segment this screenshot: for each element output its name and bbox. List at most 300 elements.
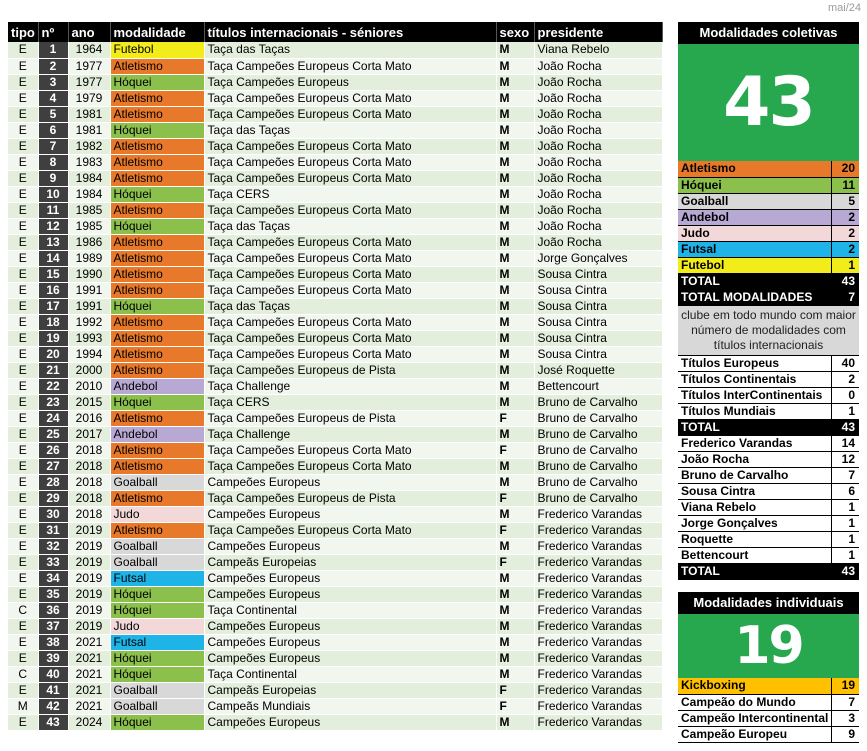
year-cell: 1991 (68, 298, 110, 314)
presidente-cell: João Rocha (534, 170, 662, 186)
modalidade-cell: Atletismo (110, 154, 204, 170)
tipo-cell: E (8, 106, 38, 122)
header-modalidade[interactable]: modalidade (110, 22, 204, 42)
sexo-cell: M (496, 250, 534, 266)
table-row[interactable] (8, 714, 662, 730)
year-cell: 1984 (68, 186, 110, 202)
table-body (8, 42, 662, 730)
tipo-cell: E (8, 474, 38, 490)
year-cell: 2019 (68, 602, 110, 618)
total-row-value: 43 (831, 273, 859, 289)
modalidade-cell: Atletismo (110, 458, 204, 474)
header-tipo[interactable]: tipo (8, 22, 38, 42)
sexo-cell: M (496, 330, 534, 346)
sexo-cell: M (496, 602, 534, 618)
number-cell: 20 (38, 346, 68, 362)
modalidade-summary-row-value: 20 (831, 161, 859, 177)
year-cell: 1983 (68, 154, 110, 170)
modalidade-cell: Atletismo (110, 490, 204, 506)
sexo-cell: M (496, 426, 534, 442)
title-type-row-label: Títulos InterContinentais (678, 387, 831, 403)
titulo-cell: Taça Campeões Europeus Corta Mato (204, 522, 496, 538)
tipo-cell: E (8, 538, 38, 554)
tipo-cell: E (8, 42, 38, 58)
president-row (678, 435, 859, 451)
presidente-cell: João Rocha (534, 106, 662, 122)
presidente-cell: João Rocha (534, 234, 662, 250)
table-row[interactable] (8, 554, 662, 570)
table-row[interactable] (8, 122, 662, 138)
president-row-label: Jorge Gonçalves (678, 515, 831, 531)
sexo-cell: M (496, 570, 534, 586)
year-cell: 1979 (68, 90, 110, 106)
titulo-cell: Taça CERS (204, 186, 496, 202)
tipo-cell: E (8, 714, 38, 730)
table-row[interactable] (8, 490, 662, 506)
sexo-cell: M (496, 634, 534, 650)
number-cell: 38 (38, 634, 68, 650)
table-row[interactable] (8, 42, 662, 58)
total-modalidades-row-label: TOTAL MODALIDADES (678, 289, 831, 305)
title-type-row-value: 40 (831, 355, 859, 371)
titulo-cell: Taça das Taças (204, 122, 496, 138)
table-row[interactable] (8, 426, 662, 442)
president-row-value: 7 (831, 467, 859, 483)
tipo-cell: E (8, 634, 38, 650)
number-cell: 24 (38, 410, 68, 426)
year-cell: 2018 (68, 442, 110, 458)
individuais-big-number: 19 (678, 614, 859, 678)
year-cell: 2021 (68, 634, 110, 650)
header-sexo[interactable]: sexo (496, 22, 534, 42)
table-row[interactable] (8, 106, 662, 122)
year-cell: 2018 (68, 474, 110, 490)
presidente-cell: João Rocha (534, 74, 662, 90)
presidente-cell: João Rocha (534, 186, 662, 202)
titulo-cell: Taça Challenge (204, 378, 496, 394)
titulo-cell: Taça Campeões Europeus de Pista (204, 410, 496, 426)
titulo-cell: Taça Challenge (204, 426, 496, 442)
title-type-row (678, 355, 859, 371)
modalidade-summary-row (678, 225, 859, 241)
year-cell: 1977 (68, 58, 110, 74)
number-cell: 8 (38, 154, 68, 170)
number-cell: 29 (38, 490, 68, 506)
titulo-cell: Taça Campeões Europeus Corta Mato (204, 282, 496, 298)
modalidade-summary-row-label: Judo (678, 225, 831, 241)
presidente-cell: Bettencourt (534, 378, 662, 394)
titulo-cell: Taça Campeões Europeus Corta Mato (204, 170, 496, 186)
number-cell: 30 (38, 506, 68, 522)
tipo-cell: E (8, 330, 38, 346)
presidente-cell: Frederico Varandas (534, 538, 662, 554)
number-cell: 32 (38, 538, 68, 554)
number-cell: 10 (38, 186, 68, 202)
table-row[interactable] (8, 682, 662, 698)
titulo-cell: Campeões Europeus (204, 586, 496, 602)
table-row[interactable] (8, 650, 662, 666)
sexo-cell: M (496, 186, 534, 202)
header-n[interactable]: nº (38, 22, 68, 42)
tipo-cell: E (8, 138, 38, 154)
modalidade-cell: Atletismo (110, 138, 204, 154)
number-cell: 39 (38, 650, 68, 666)
year-cell: 2024 (68, 714, 110, 730)
sexo-cell: F (496, 682, 534, 698)
modalidade-cell: Atletismo (110, 330, 204, 346)
number-cell: 22 (38, 378, 68, 394)
tipo-cell: E (8, 522, 38, 538)
table-row[interactable] (8, 618, 662, 634)
table-row[interactable] (8, 378, 662, 394)
modalidade-cell: Hóquei (110, 74, 204, 90)
year-cell: 2019 (68, 570, 110, 586)
titulo-cell: Taça Campeões Europeus Corta Mato (204, 330, 496, 346)
year-cell: 1994 (68, 346, 110, 362)
table-row[interactable] (8, 346, 662, 362)
modalidade-cell: Atletismo (110, 282, 204, 298)
table-row[interactable] (8, 458, 662, 474)
number-cell: 41 (38, 682, 68, 698)
number-cell: 9 (38, 170, 68, 186)
sexo-cell: M (496, 90, 534, 106)
table-row[interactable] (8, 74, 662, 90)
table-row[interactable] (8, 154, 662, 170)
presidente-cell: Bruno de Carvalho (534, 394, 662, 410)
titulo-cell: Taça Continental (204, 666, 496, 682)
titulo-cell: Campeões Europeus (204, 506, 496, 522)
table-row[interactable] (8, 170, 662, 186)
year-cell: 1964 (68, 42, 110, 58)
sexo-cell: M (496, 346, 534, 362)
presidente-cell: José Roquette (534, 362, 662, 378)
modalidade-summary-row-value: 5 (831, 193, 859, 209)
modalidade-cell: Hóquei (110, 186, 204, 202)
titulo-cell: Taça das Taças (204, 298, 496, 314)
tipo-cell: E (8, 442, 38, 458)
year-cell: 1990 (68, 266, 110, 282)
modalidade-cell: Goalball (110, 538, 204, 554)
sexo-cell: M (496, 586, 534, 602)
number-cell: 25 (38, 426, 68, 442)
sexo-cell: F (496, 554, 534, 570)
sexo-cell: M (496, 506, 534, 522)
president-row (678, 483, 859, 499)
table-row[interactable] (8, 298, 662, 314)
table-row[interactable] (8, 698, 662, 714)
title-type-row-value: 1 (831, 403, 859, 419)
president-row-label: Sousa Cintra (678, 483, 831, 499)
modalidade-summary-row (678, 193, 859, 209)
presidente-cell: Frederico Varandas (534, 618, 662, 634)
table-row[interactable] (8, 218, 662, 234)
modalidade-cell: Hóquei (110, 122, 204, 138)
modalidade-cell: Futsal (110, 570, 204, 586)
table-header-row (8, 22, 662, 42)
year-cell: 2021 (68, 650, 110, 666)
president-row-label: Roquette (678, 531, 831, 547)
titulo-cell: Campeãs Europeias (204, 554, 496, 570)
modalidade-cell: Atletismo (110, 314, 204, 330)
table-row[interactable] (8, 266, 662, 282)
individual-title-row-value: 3 (831, 710, 859, 726)
number-cell: 28 (38, 474, 68, 490)
year-cell: 2018 (68, 490, 110, 506)
title-type-row (678, 371, 859, 387)
titulo-cell: Taça Campeões Europeus Corta Mato (204, 442, 496, 458)
presidente-cell: Sousa Cintra (534, 330, 662, 346)
presidente-cell: João Rocha (534, 122, 662, 138)
tipo-cell: E (8, 186, 38, 202)
titulo-cell: Campeãs Mundiais (204, 698, 496, 714)
tipo-cell: E (8, 346, 38, 362)
titulo-cell: Taça Campeões Europeus Corta Mato (204, 106, 496, 122)
table-row[interactable] (8, 138, 662, 154)
sexo-cell: M (496, 122, 534, 138)
president-row (678, 515, 859, 531)
individual-title-row (678, 726, 859, 742)
number-cell: 5 (38, 106, 68, 122)
note-row (678, 305, 859, 355)
presidente-cell: Frederico Varandas (534, 698, 662, 714)
total-row-label: TOTAL (678, 273, 831, 289)
number-cell: 43 (38, 714, 68, 730)
modalidade-cell: Goalball (110, 698, 204, 714)
titulo-cell: Taça Campeões Europeus Corta Mato (204, 314, 496, 330)
sexo-cell: M (496, 618, 534, 634)
modalidade-cell: Judo (110, 506, 204, 522)
titulo-cell: Campeões Europeus (204, 538, 496, 554)
number-cell: 27 (38, 458, 68, 474)
titulo-cell: Taça Campeões Europeus Corta Mato (204, 138, 496, 154)
modalidade-cell: Atletismo (110, 202, 204, 218)
modalidade-cell: Atletismo (110, 410, 204, 426)
tipo-cell: E (8, 202, 38, 218)
year-cell: 2021 (68, 698, 110, 714)
modalidade-cell: Atletismo (110, 442, 204, 458)
table-row[interactable] (8, 90, 662, 106)
sexo-cell: M (496, 650, 534, 666)
modalidade-cell: Goalball (110, 554, 204, 570)
table-row[interactable] (8, 314, 662, 330)
number-cell: 37 (38, 618, 68, 634)
president-row-value: 12 (831, 451, 859, 467)
modalidade-summary-row (678, 161, 859, 177)
individual-title-row-value: 9 (831, 726, 859, 742)
titulo-cell: Taça Campeões Europeus Corta Mato (204, 458, 496, 474)
table-row[interactable] (8, 58, 662, 74)
number-cell: 18 (38, 314, 68, 330)
club-note: clube em todo mundo com maior número de modalidades com títulos internacionais (678, 305, 859, 355)
modalidade-cell: Futsal (110, 634, 204, 650)
date-stamp: mai/24 (827, 2, 861, 14)
year-cell: 1981 (68, 106, 110, 122)
sexo-cell: F (496, 490, 534, 506)
modalidade-cell: Atletismo (110, 362, 204, 378)
table-row[interactable] (8, 282, 662, 298)
tipo-cell: E (8, 394, 38, 410)
president-row (678, 547, 859, 563)
modalidade-cell: Hóquei (110, 714, 204, 730)
presidente-cell: Frederico Varandas (534, 586, 662, 602)
table-row[interactable] (8, 442, 662, 458)
president-row-label: Bettencourt (678, 547, 831, 563)
modalidade-cell: Hóquei (110, 602, 204, 618)
modalidade-summary-row-value: 2 (831, 209, 859, 225)
modalidade-cell: Hóquei (110, 394, 204, 410)
table-row[interactable] (8, 634, 662, 650)
header-titulos[interactable]: títulos internacionais - séniores (204, 22, 496, 42)
titulo-cell: Taça Campeões Europeus Corta Mato (204, 154, 496, 170)
presidente-cell: Frederico Varandas (534, 682, 662, 698)
presidents-total-row-value: 43 (831, 563, 859, 579)
modalidade-summary-row (678, 257, 859, 273)
table-row[interactable] (8, 234, 662, 250)
table-row[interactable] (8, 394, 662, 410)
titles-total-row (678, 419, 859, 435)
sexo-cell: M (496, 362, 534, 378)
number-cell: 35 (38, 586, 68, 602)
modalidade-summary-row (678, 177, 859, 193)
tipo-cell: E (8, 234, 38, 250)
tipo-cell: E (8, 586, 38, 602)
table-row[interactable] (8, 506, 662, 522)
president-row-label: Viana Rebelo (678, 499, 831, 515)
sexo-cell: M (496, 714, 534, 730)
table-row[interactable] (8, 586, 662, 602)
sexo-cell: M (496, 282, 534, 298)
table-row[interactable] (8, 186, 662, 202)
presidente-cell: Sousa Cintra (534, 314, 662, 330)
number-cell: 16 (38, 282, 68, 298)
president-row-value: 6 (831, 483, 859, 499)
table-row[interactable] (8, 474, 662, 490)
title-type-row-value: 0 (831, 387, 859, 403)
tipo-cell: E (8, 410, 38, 426)
year-cell: 2019 (68, 586, 110, 602)
president-row (678, 499, 859, 515)
number-cell: 7 (38, 138, 68, 154)
title-type-row (678, 403, 859, 419)
modalidade-summary-row-value: 2 (831, 241, 859, 257)
table-row[interactable] (8, 538, 662, 554)
individuais-table (678, 678, 859, 743)
individual-title-row-label: Campeão do Mundo (678, 694, 831, 710)
titulo-cell: Taça Campeões Europeus Corta Mato (204, 202, 496, 218)
title-type-row (678, 387, 859, 403)
modalidade-cell: Andebol (110, 426, 204, 442)
number-cell: 33 (38, 554, 68, 570)
sexo-cell: F (496, 522, 534, 538)
titles-total-row-label: TOTAL (678, 419, 831, 435)
tipo-cell: E (8, 90, 38, 106)
titulo-cell: Taça Campeões Europeus Corta Mato (204, 266, 496, 282)
presidente-cell: Bruno de Carvalho (534, 410, 662, 426)
tipo-cell: C (8, 602, 38, 618)
presidente-cell: Sousa Cintra (534, 346, 662, 362)
title-type-row-label: Títulos Mundiais (678, 403, 831, 419)
titulo-cell: Campeões Europeus (204, 650, 496, 666)
table-row[interactable] (8, 362, 662, 378)
president-row-value: 1 (831, 531, 859, 547)
modalidade-summary-row-value: 1 (831, 257, 859, 273)
header-ano[interactable]: ano (68, 22, 110, 42)
table-row[interactable] (8, 202, 662, 218)
titulo-cell: Taça Campeões Europeus Corta Mato (204, 250, 496, 266)
year-cell: 2019 (68, 538, 110, 554)
titulo-cell: Taça das Taças (204, 218, 496, 234)
number-cell: 23 (38, 394, 68, 410)
titulo-cell: Taça Campeões Europeus (204, 74, 496, 90)
number-cell: 13 (38, 234, 68, 250)
table-row[interactable] (8, 522, 662, 538)
header-presidente[interactable]: presidente (534, 22, 662, 42)
year-cell: 1985 (68, 218, 110, 234)
year-cell: 1993 (68, 330, 110, 346)
titulo-cell: Taça CERS (204, 394, 496, 410)
number-cell: 15 (38, 266, 68, 282)
tipo-cell: E (8, 298, 38, 314)
presidente-cell: Bruno de Carvalho (534, 474, 662, 490)
sexo-cell: M (496, 474, 534, 490)
total-row (678, 273, 859, 289)
modalidade-cell: Atletismo (110, 522, 204, 538)
sexo-cell: M (496, 138, 534, 154)
sexo-cell: F (496, 410, 534, 426)
modalidade-summary-row-value: 11 (831, 177, 859, 193)
presidente-cell: Frederico Varandas (534, 666, 662, 682)
modalidade-cell: Atletismo (110, 346, 204, 362)
titles-table (8, 22, 663, 731)
presidente-cell: Bruno de Carvalho (534, 490, 662, 506)
modalidade-cell: Atletismo (110, 58, 204, 74)
modalidade-summary-row (678, 209, 859, 225)
presidents-total-row (678, 563, 859, 579)
number-cell: 21 (38, 362, 68, 378)
year-cell: 1992 (68, 314, 110, 330)
modalidade-summary-row-label: Futsal (678, 241, 831, 257)
titulo-cell: Taça Campeões Europeus de Pista (204, 362, 496, 378)
modalidade-summary-row-label: Atletismo (678, 161, 831, 177)
year-cell: 1981 (68, 122, 110, 138)
table-row[interactable] (8, 602, 662, 618)
titulo-cell: Taça das Taças (204, 42, 496, 58)
modalidade-cell: Goalball (110, 682, 204, 698)
table-row[interactable] (8, 666, 662, 682)
modalidade-cell: Hóquei (110, 298, 204, 314)
table-row[interactable] (8, 410, 662, 426)
modalidade-cell: Atletismo (110, 234, 204, 250)
year-cell: 2021 (68, 682, 110, 698)
year-cell: 1991 (68, 282, 110, 298)
number-cell: 1 (38, 42, 68, 58)
sexo-cell: M (496, 394, 534, 410)
tipo-cell: E (8, 122, 38, 138)
coletivas-table (678, 161, 859, 580)
table-row[interactable] (8, 250, 662, 266)
tipo-cell: E (8, 682, 38, 698)
year-cell: 1982 (68, 138, 110, 154)
tipo-cell: E (8, 458, 38, 474)
table-row[interactable] (8, 570, 662, 586)
table-row[interactable] (8, 330, 662, 346)
tipo-cell: E (8, 58, 38, 74)
year-cell: 2015 (68, 394, 110, 410)
sexo-cell: M (496, 234, 534, 250)
sexo-cell: M (496, 58, 534, 74)
year-cell: 2017 (68, 426, 110, 442)
titulo-cell: Taça Campeões Europeus de Pista (204, 490, 496, 506)
